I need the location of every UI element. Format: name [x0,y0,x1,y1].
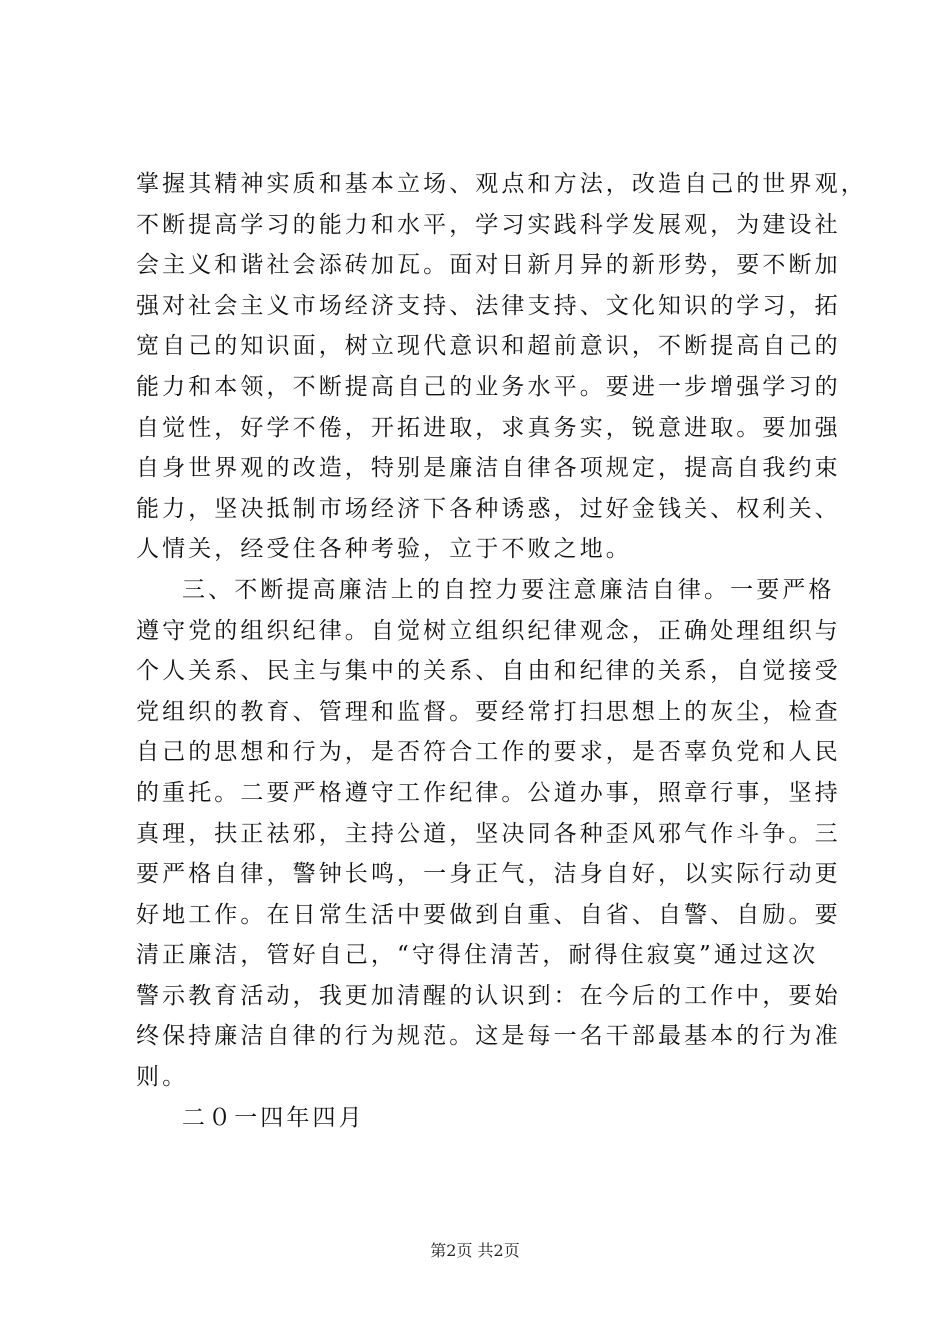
body-text [136,164,867,1138]
text-line: 要严格自律，警钟长鸣，一身正气，洁身自好，以实际行动更 [136,861,841,888]
text-line: 清正廉洁，管好自己，“守得住清苦，耐得住寂寞”通过这次 [136,942,819,969]
page-footer: 第2页 共2页 [430,1241,520,1260]
text-line: 自己的思想和行为，是否符合工作的要求，是否辜负党和人民 [136,739,841,766]
text-line: 能力和本领，不断提高自己的业务水平。要进一步增强学习的 [136,373,841,400]
text-line: 则。 [136,1064,189,1091]
text-line: 终保持廉洁自律的行为规范。这是每一名干部最基本的行为准 [136,1023,841,1050]
text-line: 真理，扶正祛邪，主持公道，坚决同各种歪风邪气作斗争。三 [136,820,841,847]
text-line: 能力，坚决抵制市场经济下各种诱惑，过好金钱关、权利关、 [136,495,841,522]
text-line: 自觉性，好学不倦，开拓进取，求真务实，锐意进取。要加强 [136,414,841,441]
text-line: 好地工作。在日常生活中要做到自重、自省、自警、自励。要 [136,901,841,928]
text-line: 掌握其精神实质和基本立场、观点和方法，改造自己的世界观， [136,171,867,197]
text-line: 不断提高学习的能力和水平，学习实践科学发展观，为建设社 [136,211,841,238]
text-line: 警示教育活动，我更加清醒的认识到：在今后的工作中，要始 [136,982,841,1009]
text-line: 人情关，经受住各种考验，立于不败之地。 [136,536,632,563]
text-line: 遵守党的组织纪律。自觉树立组织纪律观念，正确处理组织与 [136,617,841,644]
text-line: 三、不断提高廉洁上的自控力要注意廉洁自律。一要严格 [182,576,835,603]
text-line: 个人关系、民主与集中的关系、自由和纪律的关系，自觉接受 [136,658,841,685]
text-line: 宽自己的知识面，树立现代意识和超前意识，不断提高自己的 [136,333,841,360]
text-line: 会主义和谐社会添砖加瓦。面对日新月异的新形势，要不断加 [136,252,841,279]
text-line: 党组织的教育、管理和监督。要经常打扫思想上的灰尘，检查 [136,698,841,725]
text-line: 强对社会主义市场经济支持、法律支持、文化知识的学习，拓 [136,292,841,319]
text-line: 二０一四年四月 [182,1104,365,1131]
text-line: 自身世界观的改造，特别是廉洁自律各项规定，提高自我约束 [136,455,841,482]
text-line: 的重托。二要严格遵守工作纪律。公道办事，照章行事，坚持 [136,779,841,806]
